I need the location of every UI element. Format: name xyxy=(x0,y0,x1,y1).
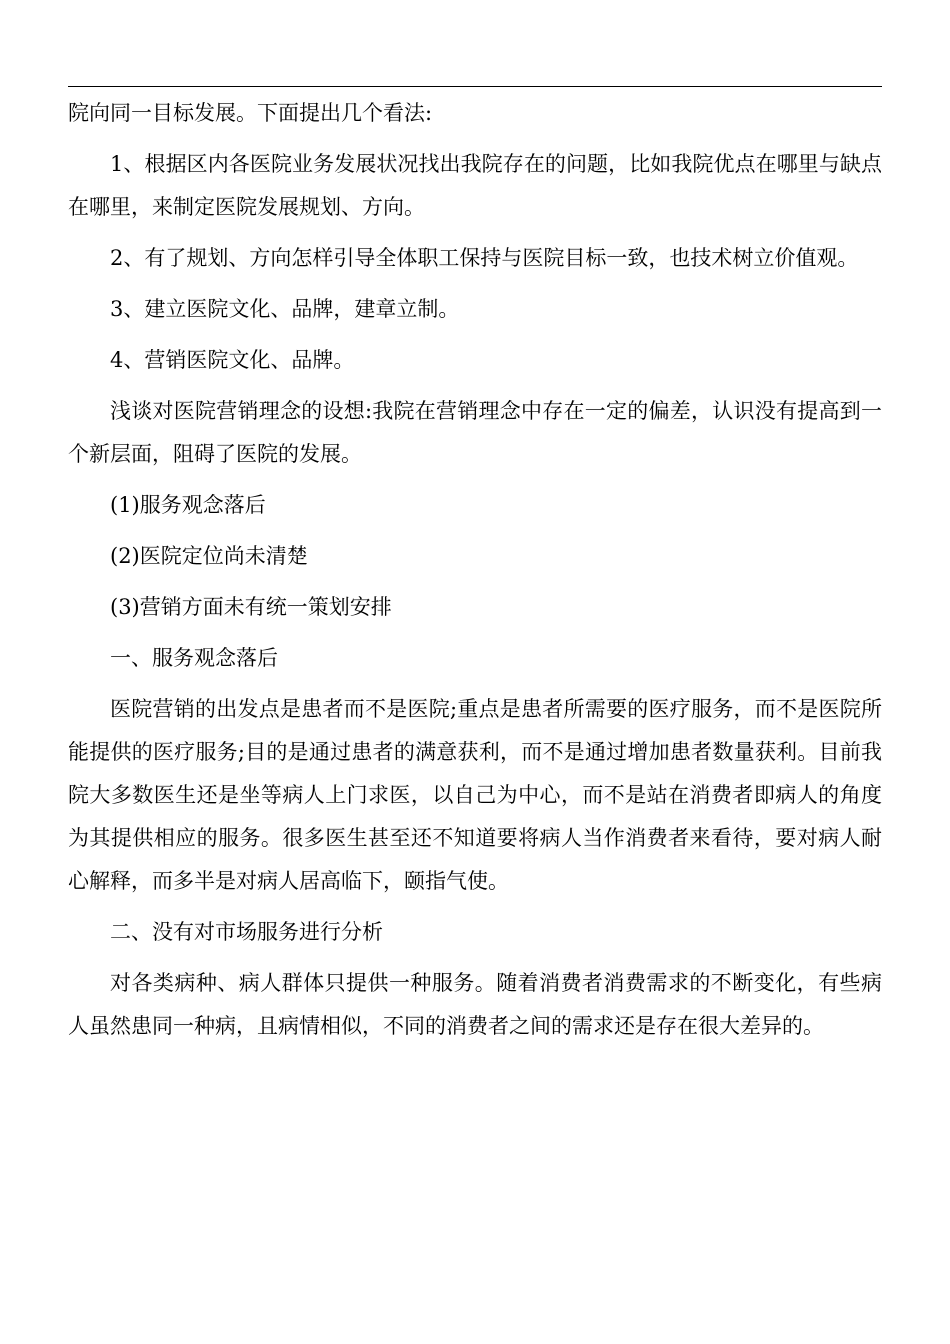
list-item-service-concept: (1)服务观念落后 xyxy=(110,493,266,517)
paragraph-point-4: 4、营销医院文化、品牌。 xyxy=(110,348,355,372)
section-heading-1: 一、服务观念落后 xyxy=(110,646,278,670)
paragraph-marketing-concept: 浅谈对医院营销理念的设想:我院在营销理念中存在一定的偏差，认识没有提高到一个新层面，阻碍了医院的发展。 xyxy=(68,399,882,466)
list-item-positioning: (2)医院定位尚未清楚 xyxy=(110,544,308,568)
paragraph-point-1: 1、根据区内各医院业务发展状况找出我院存在的问题，比如我院优点在哪里与缺点在哪里，来制定医院发展规划、方向。 xyxy=(68,152,882,219)
paragraph-point-2: 2、有了规划、方向怎样引导全体职工保持与医院目标一致，也技术树立价值观。 xyxy=(110,246,859,270)
section-heading-2: 二、没有对市场服务进行分析 xyxy=(110,920,383,944)
document-body xyxy=(68,92,882,1056)
paragraph-section-1-body: 医院营销的出发点是患者而不是医院;重点是患者所需要的医疗服务，而不是医院所能提供的医疗服务;目的是通过患者的满意获利，而不是通过增加患者数量获利。目前我院大多数医生还是坐等病人上门求医，以自己为中心，而不是站在消费者即病人的角度为其提供相应的服务。很多医生甚至还不知道要将病人当作消费者来看待，要对病人耐心解释，而多半是对病人居高临下，颐指气使。 xyxy=(68,697,882,893)
header-rule xyxy=(68,86,882,87)
paragraph-point-3: 3、建立医院文化、品牌，建章立制。 xyxy=(110,297,460,321)
list-item-marketing-plan: (3)营销方面未有统一策划安排 xyxy=(110,595,392,619)
paragraph-section-2-body: 对各类病种、病人群体只提供一种服务。随着消费者消费需求的不断变化，有些病人虽然患同一种病，且病情相似，不同的消费者之间的需求还是存在很大差异的。 xyxy=(68,971,882,1038)
paragraph-continuation: 院向同一目标发展。下面提出几个看法: xyxy=(68,101,433,125)
